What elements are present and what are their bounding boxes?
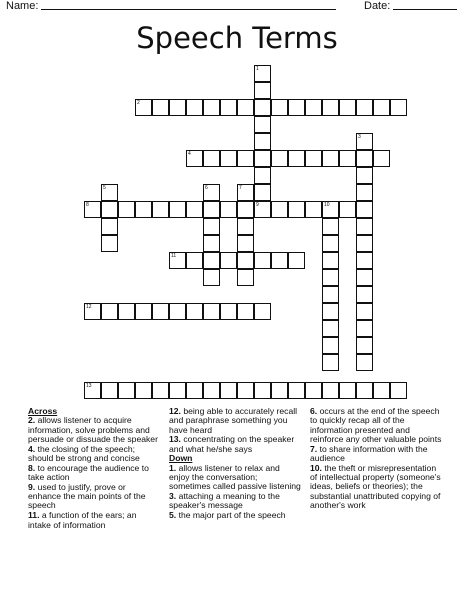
clue-number: 1 [256,66,259,72]
clue-number: 10 [324,202,330,208]
grid-cell[interactable] [237,184,254,201]
across-clue-list [28,416,160,530]
grid-cell[interactable] [101,184,118,201]
grid-cell[interactable] [203,218,220,235]
clue-text: used to justify, prove or enhance the main points of the speech [28,481,146,511]
grid-cell[interactable] [135,303,152,320]
clue-item [169,492,301,511]
grid-cell[interactable] [254,303,271,320]
grid-cell[interactable] [203,99,220,116]
grid-cell[interactable] [271,150,288,167]
grid-cell[interactable] [373,99,390,116]
clues-column-3 [310,407,445,511]
grid-cell[interactable] [135,201,152,218]
grid-cell[interactable] [322,303,339,320]
clue-item [28,464,160,483]
grid-cell[interactable] [186,252,203,269]
grid-cell[interactable] [356,133,373,150]
clue-num: 12. [169,406,184,416]
grid-cell[interactable] [305,99,322,116]
clue-num: 9. [28,481,38,492]
grid-cell[interactable] [254,167,271,184]
grid-cell[interactable] [322,337,339,354]
grid-cell[interactable] [254,65,271,82]
grid-cell[interactable] [237,201,254,218]
grid-cell[interactable] [356,252,373,269]
grid-cell[interactable] [322,235,339,252]
down-clue-list [169,464,301,521]
grid-cell[interactable] [356,184,373,201]
down-heading: Down [169,453,193,464]
grid-cell[interactable] [220,252,237,269]
grid-cell[interactable] [356,382,373,399]
grid-cell[interactable] [254,184,271,201]
grid-cell[interactable] [237,99,254,116]
clue-num: 5. [169,510,179,521]
clues-column-1 [28,407,160,530]
grid-cell[interactable] [390,99,407,116]
grid-cell[interactable] [101,218,118,235]
grid-cell[interactable] [322,99,339,116]
clue-num: 6. [310,406,320,416]
grid-cell[interactable] [220,99,237,116]
grid-cell[interactable] [118,382,135,399]
grid-cell[interactable] [254,133,271,150]
clue-item [28,483,160,511]
grid-cell[interactable] [169,252,186,269]
clue-text: the major part of the speech [178,510,286,521]
clue-num: 13. [169,434,184,445]
grid-cell[interactable] [339,99,356,116]
clue-text: allows listener to acquire information, solve problems and persuade or dissuade the speaker [28,415,158,444]
grid-cell[interactable] [390,382,407,399]
grid-cell[interactable] [118,201,135,218]
grid-cell[interactable] [169,99,186,116]
clue-num: 1. [169,462,179,473]
grid-cell[interactable] [356,320,373,337]
grid-cell[interactable] [322,201,339,218]
grid-cell[interactable] [254,82,271,99]
grid-cell[interactable] [203,150,220,167]
clue-number: 3 [358,134,361,140]
grid-cell[interactable] [288,201,305,218]
date-label: Date: [364,0,391,12]
grid-cell[interactable] [254,201,271,218]
grid-cell[interactable] [288,252,305,269]
page-title: Speech Terms [136,21,338,55]
clue-number: 12 [86,304,92,310]
clue-number: 4 [188,151,191,157]
grid-cell[interactable] [237,382,254,399]
clue-text: a function of the ears; an intake of information [28,510,137,530]
grid-cell[interactable] [152,303,169,320]
grid-cell[interactable] [203,201,220,218]
clue-num: 4. [28,443,38,454]
grid-cell[interactable] [271,382,288,399]
grid-cell[interactable] [288,150,305,167]
clue-num: 2. [28,415,38,426]
grid-cell[interactable] [169,382,186,399]
grid-cell[interactable] [254,116,271,133]
grid-cell[interactable] [322,269,339,286]
clue-text: to share information with the audience [310,443,428,463]
clue-num: 3. [169,491,179,502]
grid-cell[interactable] [356,201,373,218]
grid-cell[interactable] [322,218,339,235]
clue-number: 2 [137,100,140,106]
grid-cell[interactable] [152,382,169,399]
clue-num: 11. [28,510,42,521]
grid-cell[interactable] [152,99,169,116]
grid-cell[interactable] [322,354,339,371]
grid-cell[interactable] [254,99,271,116]
clue-number: 9 [256,202,259,208]
grid-cell[interactable] [373,150,390,167]
clue-number: 7 [239,185,242,191]
grid-cell[interactable] [356,337,373,354]
clue-num: 8. [28,462,38,473]
grid-cell[interactable] [322,382,339,399]
grid-cell[interactable] [322,320,339,337]
grid-cell[interactable] [101,382,118,399]
clue-number: 6 [205,185,208,191]
grid-cell[interactable] [220,303,237,320]
clue-text: concentrating on the speaker and what he/she says [169,434,295,454]
grid-cell[interactable] [322,286,339,303]
clue-item [28,416,160,444]
grid-cell[interactable] [373,382,390,399]
grid-cell[interactable] [237,218,254,235]
grid-cell[interactable] [237,303,254,320]
grid-cell[interactable] [84,303,101,320]
clue-item [169,435,301,454]
grid-cell[interactable] [339,201,356,218]
grid-cell[interactable] [254,382,271,399]
grid-cell[interactable] [84,382,101,399]
grid-cell[interactable] [288,382,305,399]
grid-cell[interactable] [271,201,288,218]
name-label: Name: [6,0,39,12]
across-clue-list-continued [169,407,301,454]
grid-cell[interactable] [203,382,220,399]
grid-cell[interactable] [356,218,373,235]
grid-cell[interactable] [84,201,101,218]
clue-number: 11 [171,253,177,259]
grid-cell[interactable] [101,201,118,218]
grid-cell[interactable] [305,201,322,218]
grid-cell[interactable] [305,382,322,399]
clue-item [28,511,160,530]
grid-cell[interactable] [237,252,254,269]
grid-cell[interactable] [305,150,322,167]
clue-number: 13 [86,383,92,389]
grid-cell[interactable] [356,150,373,167]
clue-text: the theft or misrepresentation of intellectual property (someone's ideas, beliefs or theories); the substantial unattributed copying of another's work [310,462,441,510]
clue-item [310,464,445,510]
grid-cell[interactable] [152,201,169,218]
grid-cell[interactable] [254,252,271,269]
grid-cell[interactable] [220,150,237,167]
grid-cell[interactable] [356,269,373,286]
grid-cell[interactable] [254,150,271,167]
grid-cell[interactable] [322,150,339,167]
grid-cell[interactable] [237,235,254,252]
down-clue-list-continued [310,407,445,510]
grid-cell[interactable] [339,382,356,399]
grid-cell[interactable] [237,269,254,286]
clue-text: to encourage the audience to take action [28,462,149,483]
clue-text: allows listener to relax and enjoy the conversation; sometimes called passive listening [169,462,301,492]
grid-cell[interactable] [356,354,373,371]
clue-item [169,511,301,520]
grid-cell[interactable] [203,252,220,269]
clues-column-2 [169,407,301,521]
grid-cell[interactable] [271,252,288,269]
clue-item [310,407,445,444]
across-heading: Across [28,406,58,416]
grid-cell[interactable] [186,382,203,399]
grid-cell[interactable] [118,303,135,320]
grid-cell[interactable] [220,382,237,399]
clue-num: 10. [310,462,325,473]
grid-cell[interactable] [271,99,288,116]
grid-cell[interactable] [135,382,152,399]
clue-item [169,407,301,435]
grid-cell[interactable] [101,235,118,252]
grid-cell[interactable] [135,99,152,116]
clue-text: occurs at the end of the speech to quickly recap all of the information presented and reinforce any other valuable points [310,406,442,444]
grid-cell[interactable] [237,150,254,167]
clue-num: 7. [310,443,320,454]
grid-cell[interactable] [186,201,203,218]
grid-cell[interactable] [169,303,186,320]
clue-item [28,445,160,464]
grid-cell[interactable] [186,150,203,167]
clue-item [310,445,445,464]
grid-cell[interactable] [356,99,373,116]
grid-cell[interactable] [203,269,220,286]
clue-number: 8 [86,202,89,208]
grid-cell[interactable] [101,303,118,320]
grid-cell[interactable] [339,150,356,167]
clue-text: the closing of the speech; should be strong and concise [28,443,140,463]
clue-number: 5 [103,185,106,191]
clue-item [169,464,301,492]
grid-cell[interactable] [220,201,237,218]
grid-cell[interactable] [288,99,305,116]
grid-cell[interactable] [186,99,203,116]
grid-cell[interactable] [169,201,186,218]
grid-cell[interactable] [356,286,373,303]
clue-text: attaching a meaning to the speaker's message [169,491,280,511]
grid-cell[interactable] [356,303,373,320]
grid-cell[interactable] [356,235,373,252]
clue-text: being able to accurately recall and paraphrase something you have heard [169,406,298,435]
grid-cell[interactable] [203,235,220,252]
grid-cell[interactable] [203,184,220,201]
grid-cell[interactable] [356,167,373,184]
grid-cell[interactable] [322,252,339,269]
grid-cell[interactable] [186,303,203,320]
grid-cell[interactable] [203,303,220,320]
